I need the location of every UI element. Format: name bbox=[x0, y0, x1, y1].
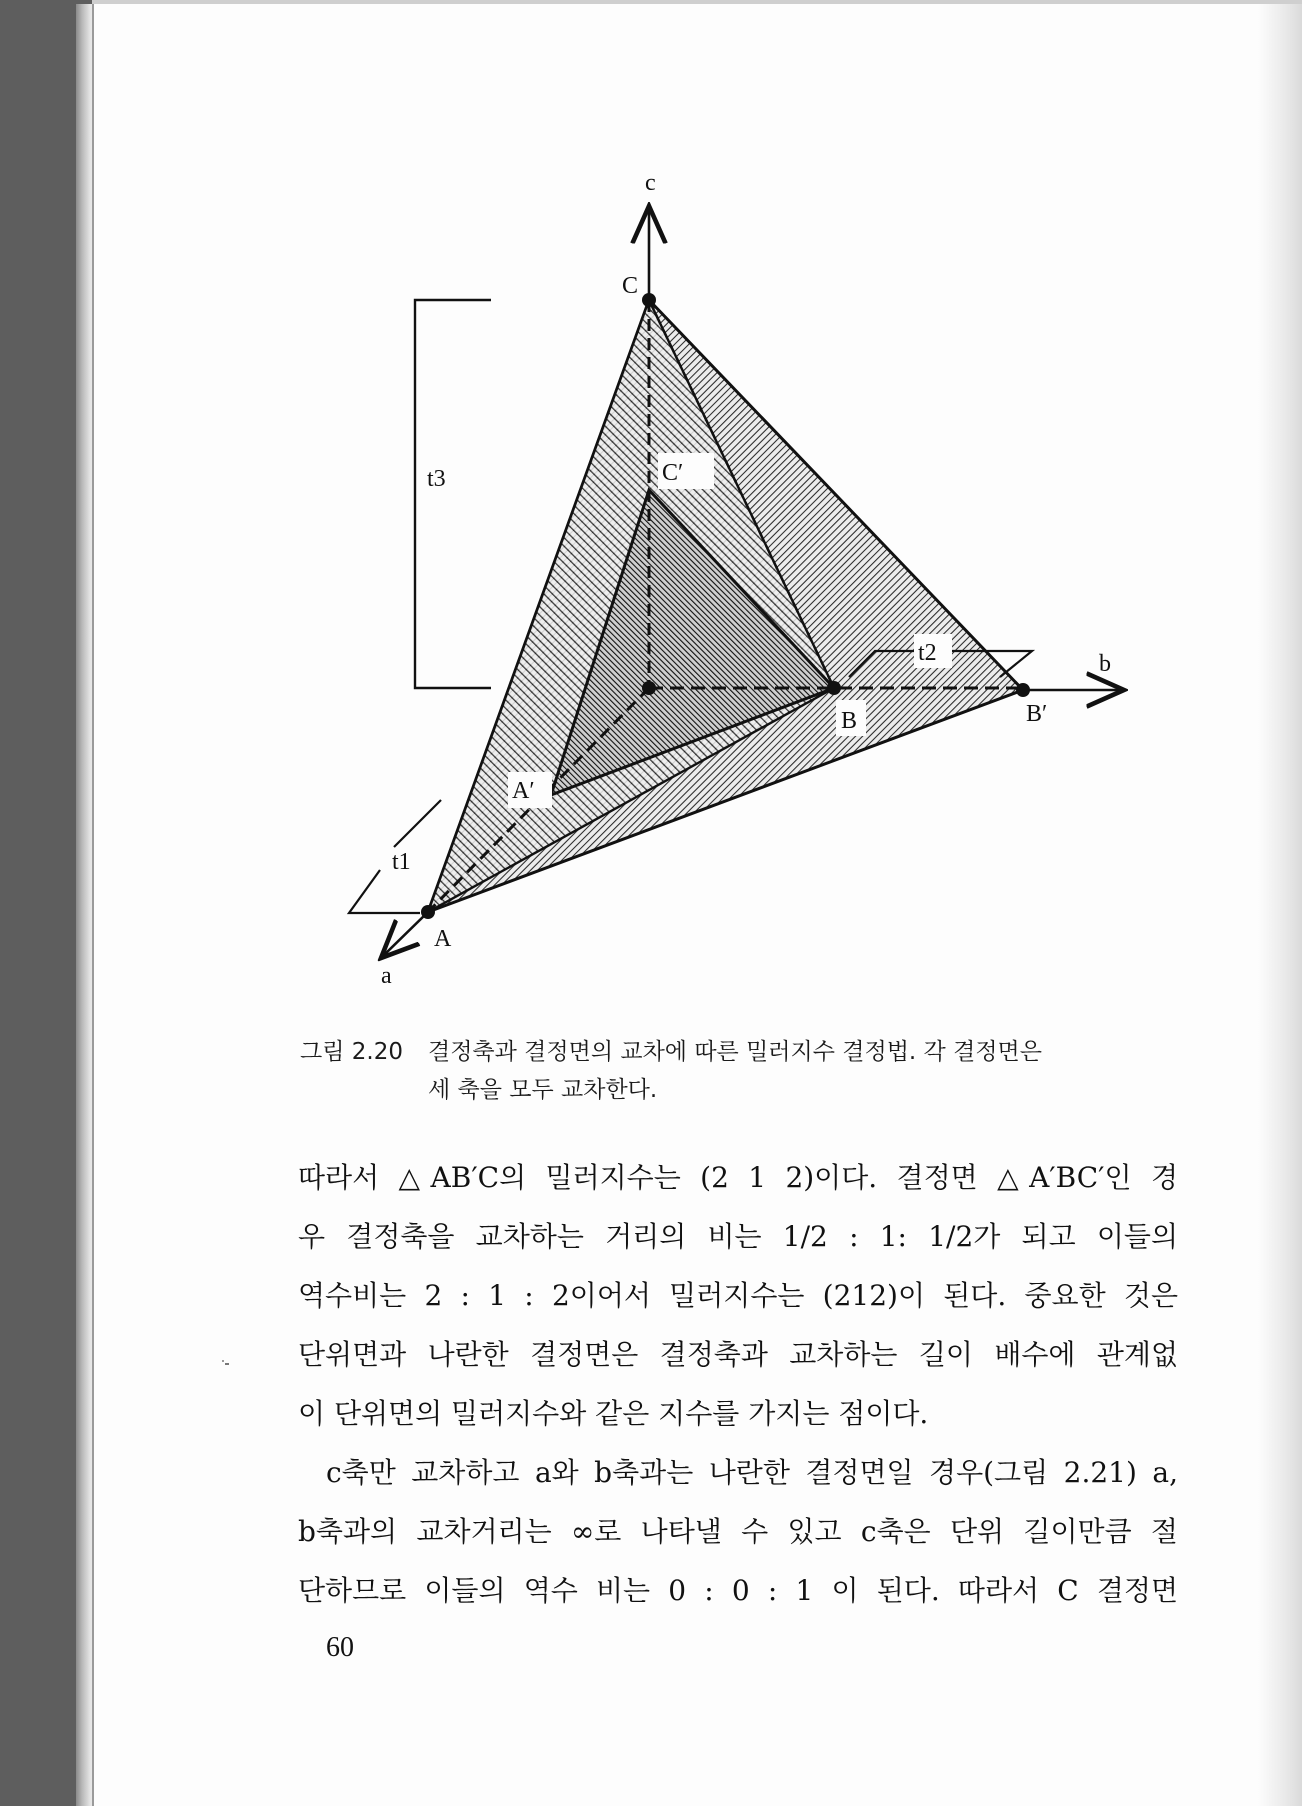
origin-marker bbox=[642, 681, 656, 695]
page-number: 60 bbox=[326, 1632, 354, 1663]
point-A-marker bbox=[421, 905, 435, 919]
point-A-prime-label: A′ bbox=[512, 778, 535, 804]
margin-tick bbox=[225, 1363, 229, 1365]
caption-text-2: 세 축을 모두 교차한다. bbox=[428, 1077, 658, 1103]
t3-bracket bbox=[415, 300, 491, 688]
dim-t1-label: t1 bbox=[392, 849, 411, 875]
point-B-label: B bbox=[841, 708, 858, 734]
caption-line-2 bbox=[300, 1071, 1200, 1109]
point-C-label: C bbox=[622, 273, 639, 299]
caption-figure-number: 그림 2.20 bbox=[300, 1039, 403, 1065]
dim-t3-label: t3 bbox=[427, 466, 446, 492]
body-line-7: b축과의 교차거리는 ∞로 나타낼 수 있고 c축은 단위 길이만큼 절 bbox=[298, 1515, 1178, 1548]
axis-b-label: b bbox=[1099, 651, 1111, 677]
figure-caption bbox=[300, 1033, 1200, 1109]
axis-c-label: c bbox=[645, 170, 656, 196]
body-line-5: 이 단위면의 밀러지수와 같은 지수를 가지는 점이다. bbox=[298, 1397, 929, 1430]
t1-bracket-foot bbox=[349, 870, 420, 913]
dim-t2-label: t2 bbox=[918, 640, 937, 666]
axis-a-label: a bbox=[381, 963, 392, 989]
t1-bracket bbox=[394, 800, 441, 847]
point-C-prime-label: C′ bbox=[662, 460, 684, 486]
point-B-prime-label: B′ bbox=[1026, 701, 1048, 727]
body-line-3: 역수비는 2 : 1 : 2이어서 밀러지수는 (212)이 된다. 중요한 것은 bbox=[298, 1279, 1178, 1312]
body-paragraphs bbox=[298, 1148, 1178, 1620]
a-axis bbox=[381, 912, 428, 958]
caption-line-1 bbox=[300, 1033, 1200, 1071]
body-line-6: c축만 교차하고 a와 b축과는 나란한 결정면일 경우(그림 2.21) a, bbox=[326, 1456, 1178, 1489]
body-line-8: 단하므로 이들의 역수 비는 0 : 0 : 1 이 된다. 따라서 C 결정면 bbox=[298, 1574, 1178, 1607]
point-C-marker bbox=[642, 293, 656, 307]
point-B-marker bbox=[827, 681, 841, 695]
point-B-prime-marker bbox=[1016, 683, 1030, 697]
point-A-label: A bbox=[434, 926, 452, 952]
body-line-2: 우 결정축을 교차하는 거리의 비는 1/2 : 1: 1/2가 되고 이들의 bbox=[298, 1220, 1178, 1253]
body-line-1: 따라서 △AB′C의 밀러지수는 (2 1 2)이다. 결정면 △A′BC′인 경 bbox=[298, 1161, 1178, 1194]
margin-speck bbox=[222, 1360, 224, 1362]
caption-text-1: 결정축과 결정면의 교차에 따른 밀러지수 결정법. 각 결정면은 bbox=[428, 1039, 1042, 1065]
body-line-4: 단위면과 나란한 결정면은 결정축과 교차하는 길이 배수에 관계없 bbox=[298, 1338, 1178, 1371]
